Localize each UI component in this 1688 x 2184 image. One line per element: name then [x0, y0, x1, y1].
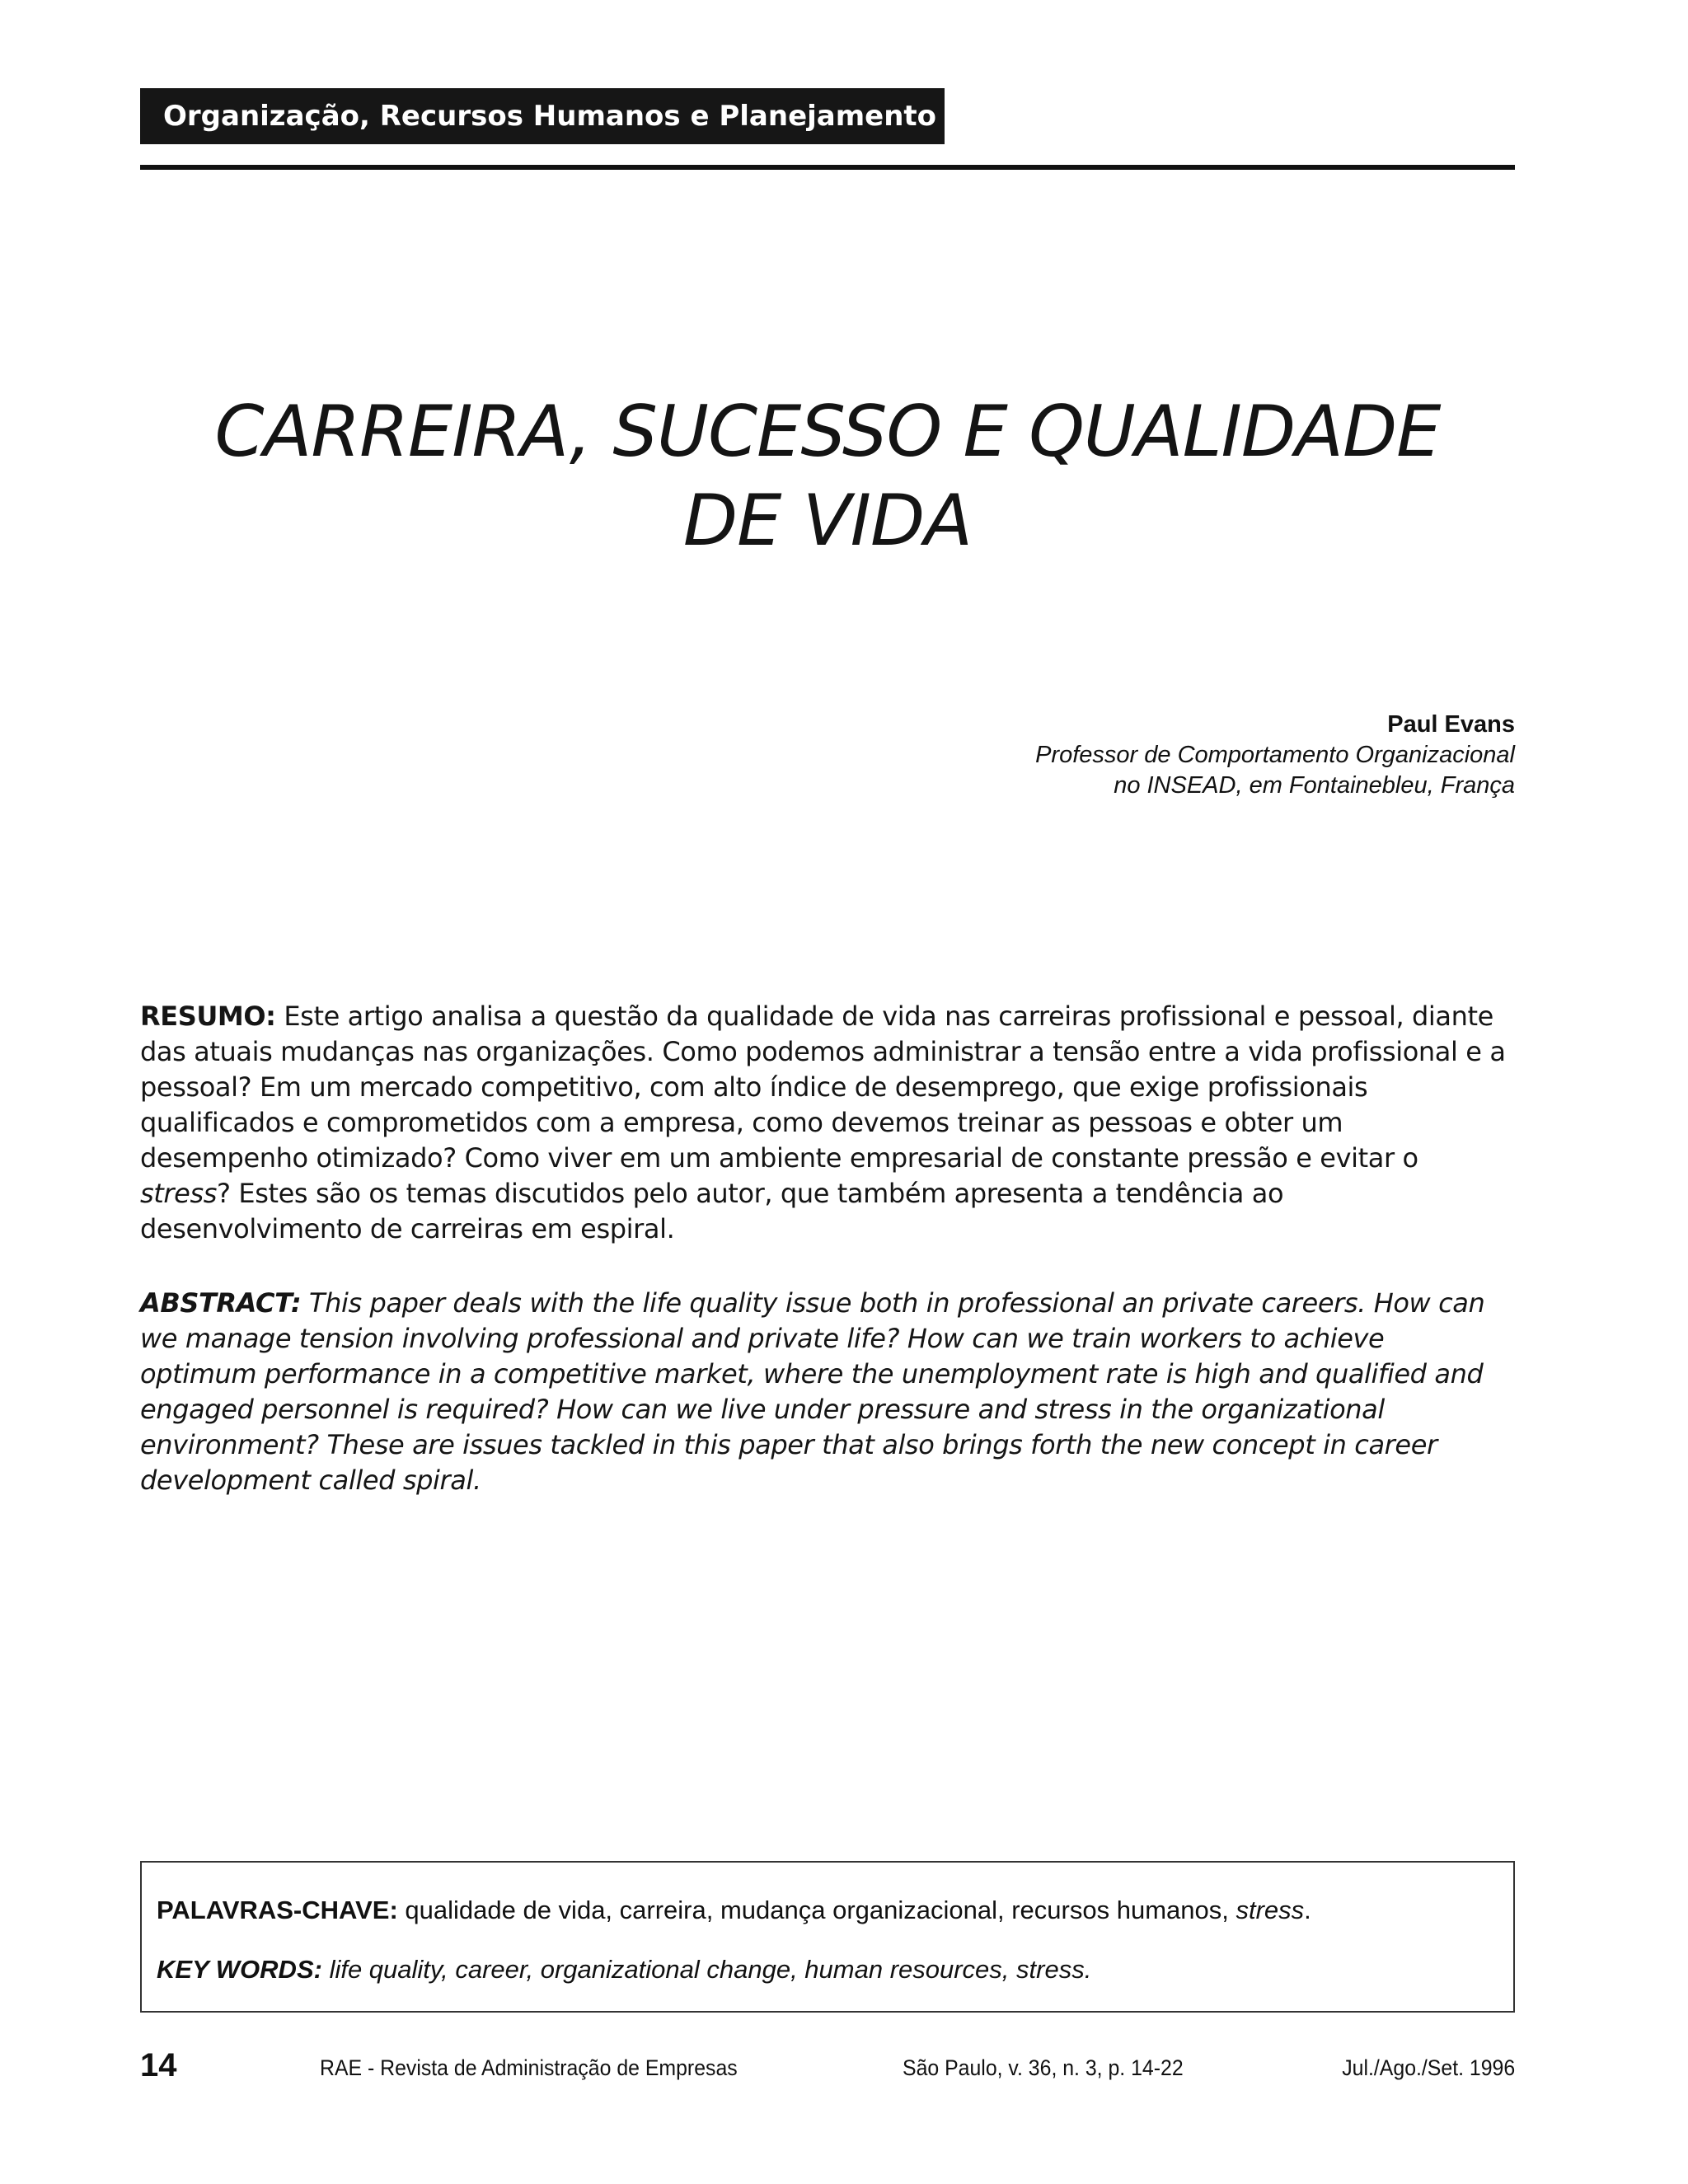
keywords-pt-end: .: [1304, 1896, 1311, 1924]
author-affiliation-line-1: Professor de Comportamento Organizacional: [1035, 742, 1515, 768]
keywords-en-label: KEY WORDS:: [157, 1955, 322, 1984]
keywords-pt-text: qualidade de vida, carreira, mudança organizacional, recursos humanos,: [397, 1896, 1236, 1924]
keywords-pt: [157, 1896, 1311, 1925]
issue-date: Jul./Ago./Set. 1996: [1342, 2055, 1515, 2080]
resumo-text: Este artigo analisa a questão da qualidade de vida nas carreiras profissional e pessoal, diante das atuais mudanças nas organizações. Como podemos administrar a tensão entre a vida profissional e a pessoal? Em um mercado competitivo, com alto índice de desemprego, que exige profissionais qualificados e comprometidos com a empresa, como devemos treinar as pessoas e obter um desempenho otimizado? Como viver em um ambiente empresarial de constante pressão e evitar o: [140, 1001, 1506, 1174]
abstract-label: ABSTRACT:: [140, 1287, 302, 1319]
author-affiliation-line-2: no INSEAD, em Fontainebleu, França: [1114, 772, 1515, 799]
abstract-text: This paper deals with the life quality issue both in professional an private careers. How can we manage tension involving professional and private life? How can we train workers to achieve optimum performance in a competitive market, where the unemployment rate is high and qualified and engaged personnel is required? How can we live under pressure and stress in the organizational environment? These are issues tackled in this paper that also brings forth the new concept in career development called spiral.: [140, 1287, 1485, 1496]
title-line-2: DE VIDA: [682, 480, 973, 562]
keywords-en-text: life quality, career, organizational change, human resources, stress.: [321, 1955, 1092, 1984]
title-line-1: CARREIRA, SUCESSO E QUALIDADE: [214, 391, 1441, 473]
keywords-pt-italic: stress: [1236, 1896, 1305, 1924]
page-footer: [140, 2047, 1515, 2088]
resumo-italic-word: stress: [140, 1178, 218, 1209]
abstract-paragraph: [140, 1286, 1508, 1498]
keywords-en: [157, 1955, 1091, 1985]
section-divider: [140, 165, 1515, 170]
section-banner: Organização, Recursos Humanos e Planejamento: [140, 88, 945, 144]
page-number: 14: [140, 2047, 177, 2083]
resumo-text-end: ? Estes são os temas discutidos pelo autor, que também apresenta a tendência ao desenvolvimento de carreiras em espiral.: [140, 1178, 1284, 1244]
resumo-label: RESUMO:: [140, 1001, 276, 1032]
keywords-box: [140, 1861, 1515, 2013]
author-block: [1035, 709, 1515, 801]
article-title: [140, 387, 1515, 565]
keywords-pt-label: PALAVRAS-CHAVE:: [157, 1896, 398, 1924]
resumo-paragraph: [140, 999, 1508, 1247]
journal-name: RAE - Revista de Administração de Empresas: [320, 2055, 738, 2080]
journal-volume: São Paulo, v. 36, n. 3, p. 14-22: [903, 2055, 1184, 2080]
author-name: Paul Evans: [1387, 711, 1515, 738]
